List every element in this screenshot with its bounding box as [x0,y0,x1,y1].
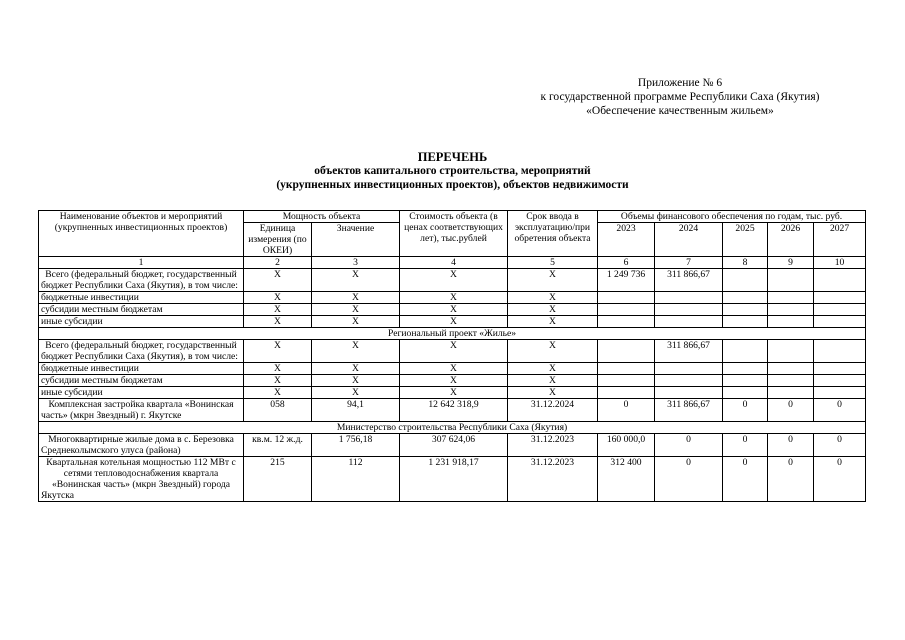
value-cell: Х [244,363,312,375]
value-cell: 311 866,67 [655,269,723,292]
header-year: 2026 [768,223,814,257]
appendix-number: Приложение № 6 [637,77,723,89]
value-cell [655,375,723,387]
object-name-cell: Квартальная котельная мощностью 112 МВт с сетями тепловодоснабжения квартала «Вонинская часть» (мкрн Звездный) города Якутска [39,457,244,502]
object-name-cell: субсидии местным бюджетам [39,304,244,316]
value-cell: 160 000,0 [598,434,655,457]
value-cell: Х [400,269,508,292]
value-cell: Х [400,375,508,387]
column-index: 6 [598,257,655,269]
header-year: 2023 [598,223,655,257]
value-cell: Х [244,340,312,363]
section-title: Региональный проект «Жилье» [39,328,866,340]
value-cell: 0 [598,399,655,422]
table-body [39,211,866,502]
value-cell: Х [400,363,508,375]
value-cell [814,316,866,328]
value-cell: 0 [814,434,866,457]
object-name-cell: бюджетные инвестиции [39,363,244,375]
column-index-row [39,257,866,269]
value-cell [723,292,768,304]
value-cell [598,316,655,328]
column-index: 4 [400,257,508,269]
value-cell: 0 [768,457,814,502]
value-cell [655,387,723,399]
value-cell: Х [508,375,598,387]
value-cell: 311 866,67 [655,399,723,422]
section-title: Министерство строительства Республики Саха (Якутия) [39,422,866,434]
title-line-2: объектов капитального строительства, мероприятий [314,165,591,177]
column-index: 8 [723,257,768,269]
value-cell: 1 756,18 [312,434,400,457]
header-year: 2024 [655,223,723,257]
appendix-header [480,76,880,118]
value-cell: 1 249 736 [598,269,655,292]
value-cell: Х [508,387,598,399]
value-cell: Х [312,292,400,304]
value-cell [768,292,814,304]
object-name-cell: иные субсидии [39,316,244,328]
header-funding: Объемы финансового обеспечения по годам, тыс. руб. [598,211,866,223]
value-cell: Х [312,363,400,375]
value-cell: Х [244,387,312,399]
value-cell: 0 [723,434,768,457]
table-row [39,292,866,304]
column-index: 10 [814,257,866,269]
header-year: 2025 [723,223,768,257]
value-cell [768,375,814,387]
column-index: 2 [244,257,312,269]
table-row [39,363,866,375]
value-cell: 0 [723,399,768,422]
value-cell: Х [508,269,598,292]
value-cell: 31.12.2023 [508,457,598,502]
appendix-program: к государственной программе Республики Саха (Якутия) [540,91,820,103]
value-cell [768,316,814,328]
value-cell [723,304,768,316]
value-cell [814,363,866,375]
value-cell: Х [400,340,508,363]
value-cell [768,340,814,363]
value-cell: Х [508,363,598,375]
header-value: Значение [312,223,400,257]
object-name-cell: Многоквартирные жилые дома в с. Березовка Среднеколымского улуса (района) [39,434,244,457]
column-index: 5 [508,257,598,269]
value-cell [723,387,768,399]
value-cell: Х [508,292,598,304]
value-cell [768,304,814,316]
value-cell: 058 [244,399,312,422]
value-cell [814,304,866,316]
value-cell [598,292,655,304]
value-cell: Х [244,292,312,304]
title-line-3: (укрупненных инвестиционных проектов), объектов недвижимости [276,179,629,191]
value-cell: Х [400,304,508,316]
value-cell: 311 866,67 [655,340,723,363]
table-row [39,434,866,457]
value-cell: Х [508,316,598,328]
value-cell [723,375,768,387]
column-index: 3 [312,257,400,269]
value-cell: 0 [814,399,866,422]
value-cell [723,316,768,328]
value-cell: 0 [655,457,723,502]
object-name-cell: Всего (федеральный бюджет, государственный бюджет Республики Саха (Якутия), в том числе: [39,340,244,363]
table-row [39,316,866,328]
object-name-cell: Всего (федеральный бюджет, государственный бюджет Республики Саха (Якутия), в том числе: [39,269,244,292]
value-cell [814,375,866,387]
value-cell [768,387,814,399]
document-title [0,150,905,192]
section-row [39,328,866,340]
value-cell: Х [244,304,312,316]
value-cell: Х [312,304,400,316]
title-main: ПЕРЕЧЕНЬ [417,150,488,164]
table-row [39,269,866,292]
value-cell: Х [244,269,312,292]
value-cell [814,387,866,399]
value-cell: 307 624,06 [400,434,508,457]
value-cell: 0 [655,434,723,457]
header-date: Срок ввода в эксплуатацию/при обретения объекта [508,211,598,257]
value-cell [598,387,655,399]
value-cell [655,363,723,375]
value-cell: 0 [814,457,866,502]
value-cell [814,269,866,292]
value-cell: Х [244,375,312,387]
value-cell [655,292,723,304]
table-row [39,375,866,387]
value-cell: Х [400,316,508,328]
value-cell: 112 [312,457,400,502]
value-cell: Х [312,316,400,328]
value-cell: Х [400,387,508,399]
value-cell [723,340,768,363]
value-cell: 31.12.2023 [508,434,598,457]
value-cell [768,363,814,375]
table-row [39,304,866,316]
column-index: 7 [655,257,723,269]
appendix-program-name: «Обеспечение качественным жильем» [586,105,774,117]
value-cell: 0 [768,434,814,457]
value-cell: Х [312,387,400,399]
value-cell: Х [312,340,400,363]
value-cell [814,292,866,304]
value-cell [814,340,866,363]
header-unit: Единица измерения (по ОКЕИ) [244,223,312,257]
header-cost: Стоимость объекта (в ценах соответствующих лет), тыс.рублей [400,211,508,257]
header-capacity: Мощность объекта [244,211,400,223]
value-cell [598,340,655,363]
table-row [39,457,866,502]
table-row [39,340,866,363]
column-index: 9 [768,257,814,269]
value-cell [723,269,768,292]
value-cell: 12 642 318,9 [400,399,508,422]
value-cell: Х [508,304,598,316]
value-cell: Х [312,375,400,387]
header-year: 2027 [814,223,866,257]
table-row [39,387,866,399]
value-cell: Х [312,269,400,292]
value-cell [598,375,655,387]
value-cell [723,363,768,375]
value-cell [655,316,723,328]
value-cell [655,304,723,316]
table-header-row-1 [39,211,866,223]
value-cell: 94,1 [312,399,400,422]
value-cell [768,269,814,292]
objects-table [38,210,866,502]
value-cell: Х [244,316,312,328]
value-cell: 215 [244,457,312,502]
table-row [39,399,866,422]
value-cell: кв.м. 12 ж.д. [244,434,312,457]
object-name-cell: Комплексная застройка квартала «Вонинская часть» (мкрн Звездный) г. Якутске [39,399,244,422]
column-index: 1 [39,257,244,269]
value-cell: 1 231 918,17 [400,457,508,502]
value-cell: 312 400 [598,457,655,502]
object-name-cell: субсидии местным бюджетам [39,375,244,387]
object-name-cell: иные субсидии [39,387,244,399]
value-cell: 0 [723,457,768,502]
section-row [39,422,866,434]
header-name: Наименование объектов и мероприятий (укрупненных инвестиционных проектов) [39,211,244,257]
value-cell: 31.12.2024 [508,399,598,422]
object-name-cell: бюджетные инвестиции [39,292,244,304]
value-cell [598,304,655,316]
value-cell: Х [400,292,508,304]
value-cell: Х [508,340,598,363]
value-cell: 0 [768,399,814,422]
value-cell [598,363,655,375]
